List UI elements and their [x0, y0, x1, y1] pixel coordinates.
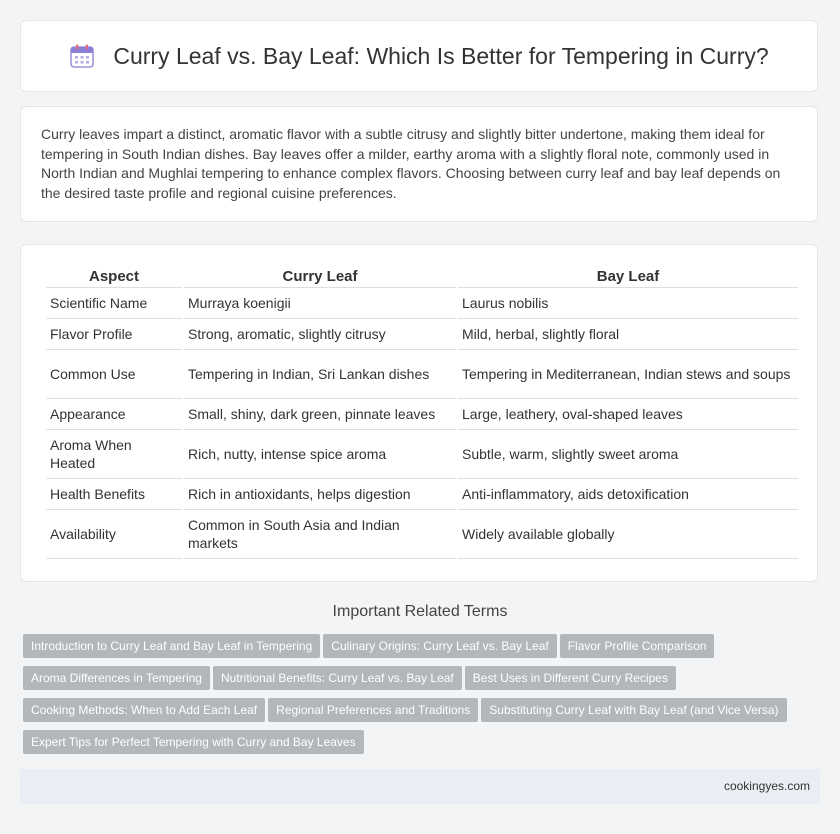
table-cell: Appearance	[46, 399, 182, 430]
related-tag[interactable]: Expert Tips for Perfect Tempering with Curry and Bay Leaves	[23, 730, 364, 754]
table-cell: Availability	[46, 510, 182, 559]
table-cell: Common in South Asia and Indian markets	[184, 510, 456, 559]
related-tags	[22, 634, 812, 762]
related-tag[interactable]: Culinary Origins: Curry Leaf vs. Bay Leaf	[323, 634, 556, 658]
related-tag[interactable]: Regional Preferences and Traditions	[268, 698, 478, 722]
table-cell: Common Use	[46, 350, 182, 399]
intro-paragraph: Curry leaves impart a distinct, aromatic flavor with a subtle citrusy and slightly bitter undertone, making them ideal for tempering in South Indian dishes. Bay leaves offer a milder, earthy aroma with a slightly floral note, commonly used in North Indian and Mughlai tempering to enhance complex flavors. Choosing between curry leaf and bay leaf depends on the desired taste profile and regional cuisine preferences.	[41, 126, 781, 201]
title-card	[20, 20, 818, 92]
table-cell: Laurus nobilis	[458, 288, 798, 319]
table-row	[46, 510, 798, 559]
table-cell: Aroma When Heated	[46, 430, 182, 479]
table-row	[46, 430, 798, 479]
related-tag[interactable]: Introduction to Curry Leaf and Bay Leaf in Tempering	[23, 634, 320, 658]
table-row	[46, 288, 798, 319]
table-cell: Scientific Name	[46, 288, 182, 319]
table-cell: Rich in antioxidants, helps digestion	[184, 479, 456, 510]
table-cell: Rich, nutty, intense spice aroma	[184, 430, 456, 479]
table-cell: Murraya koenigii	[184, 288, 456, 319]
table-row	[46, 479, 798, 510]
related-tag[interactable]: Best Uses in Different Curry Recipes	[465, 666, 676, 690]
column-header: Aspect	[46, 265, 182, 288]
table-cell: Tempering in Mediterranean, Indian stews and soups	[458, 350, 798, 399]
table-cell: Subtle, warm, slightly sweet aroma	[458, 430, 798, 479]
comparison-card	[20, 244, 818, 582]
table-cell: Mild, herbal, slightly floral	[458, 319, 798, 350]
related-tag[interactable]: Flavor Profile Comparison	[560, 634, 715, 658]
column-header: Curry Leaf	[184, 265, 456, 288]
table-cell: Tempering in Indian, Sri Lankan dishes	[184, 350, 456, 399]
footer-site-link[interactable]: cookingyes.com	[723, 779, 810, 793]
table-row	[46, 399, 798, 430]
table-cell: Health Benefits	[46, 479, 182, 510]
calendar-icon	[69, 43, 95, 69]
related-tag[interactable]: Aroma Differences in Tempering	[23, 666, 210, 690]
comparison-table	[44, 265, 800, 559]
page-title: Curry Leaf vs. Bay Leaf: Which Is Better for Tempering in Curry?	[113, 42, 769, 69]
table-cell: Large, leathery, oval-shaped leaves	[458, 399, 798, 430]
table-cell: Flavor Profile	[46, 319, 182, 350]
related-tag[interactable]: Nutritional Benefits: Curry Leaf vs. Bay Leaf	[213, 666, 462, 690]
table-cell: Small, shiny, dark green, pinnate leaves	[184, 399, 456, 430]
table-row	[46, 319, 798, 350]
related-terms-title: Important Related Terms	[332, 603, 508, 620]
table-header-row	[46, 265, 798, 288]
column-header: Bay Leaf	[458, 265, 798, 288]
intro-card	[20, 106, 818, 222]
table-cell: Strong, aromatic, slightly citrusy	[184, 319, 456, 350]
table-cell: Anti-inflammatory, aids detoxification	[458, 479, 798, 510]
related-tag[interactable]: Substituting Curry Leaf with Bay Leaf (and Vice Versa)	[481, 698, 786, 722]
table-row	[46, 350, 798, 399]
footer	[20, 769, 820, 804]
table-cell: Widely available globally	[458, 510, 798, 559]
related-tag[interactable]: Cooking Methods: When to Add Each Leaf	[23, 698, 265, 722]
